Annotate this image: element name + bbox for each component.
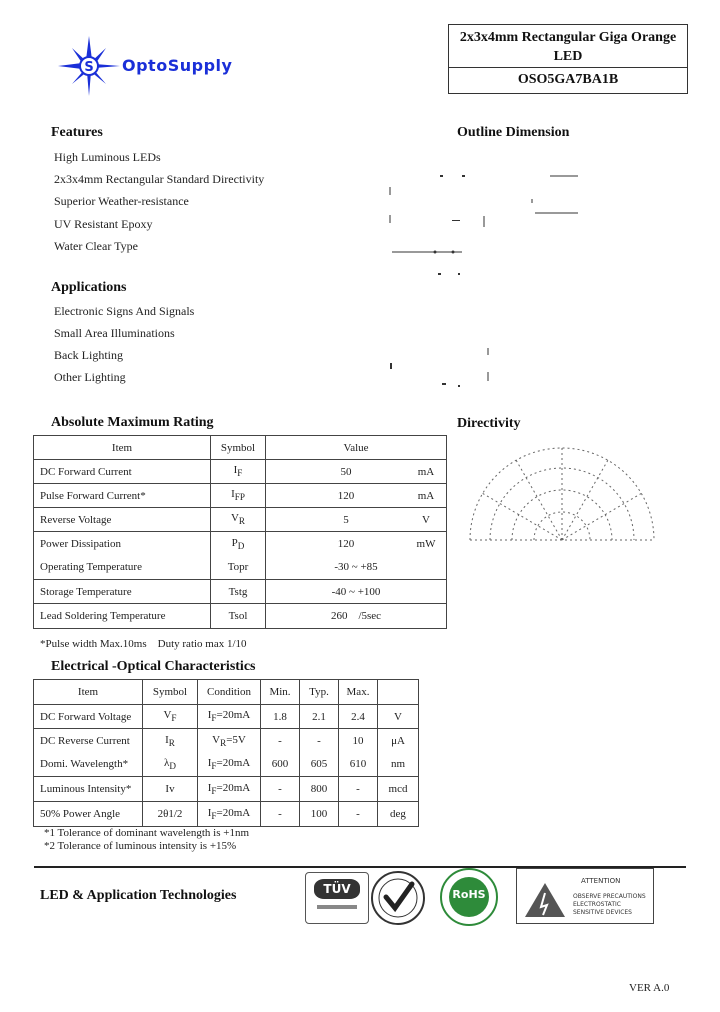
cell-item: Pulse Forward Current* [34, 484, 211, 508]
cell-typ: - [300, 729, 339, 753]
brand-name: OptoSupply [122, 56, 233, 75]
abs-max-note: *Pulse width Max.10ms Duty ratio max 1/10 [40, 638, 247, 650]
cell-value: 50 [266, 460, 407, 484]
directivity-polar-chart [460, 445, 665, 550]
abs-max-table [33, 435, 447, 629]
cell-typ: 100 [300, 802, 339, 827]
cell-symbol: $V_F$ [143, 705, 198, 729]
features-heading: Features [51, 125, 103, 140]
cell-value: -40 ~ +100 [266, 580, 447, 604]
cell-item: Luminous Intensity* [34, 777, 143, 802]
table-row [34, 532, 447, 556]
application-item: Other Lighting [54, 370, 126, 384]
application-item: Back Lighting [54, 348, 123, 362]
cell-symbol: $I_{FP}$ [211, 484, 266, 508]
cell-unit: V [406, 508, 447, 532]
cell-unit: mcd [378, 777, 419, 802]
table-row [34, 705, 419, 729]
cell-symbol: $P_D$ [211, 532, 266, 556]
tuv-cert-badge [305, 872, 369, 924]
feature-item: Water Clear Type [54, 239, 138, 253]
cell-min: - [261, 777, 300, 802]
column-header-unit [378, 680, 419, 705]
cell-unit: deg [378, 802, 419, 827]
cell-value: 120 [266, 532, 407, 556]
check-cert-seal [370, 870, 426, 926]
cell-unit: mW [406, 532, 447, 556]
cell-symbol: 2θ1/2 [143, 802, 198, 827]
product-title [449, 25, 687, 68]
esd-line-2: ELECTROSTATIC [573, 901, 621, 908]
cell-max: 610 [339, 753, 378, 777]
cell-min: 600 [261, 753, 300, 777]
table-row [34, 777, 419, 802]
cell-item: Reverse Voltage [34, 508, 211, 532]
cell-condition: $I_F=20mA$ [198, 753, 261, 777]
cell-unit: nm [378, 753, 419, 777]
tuv-text-line [317, 905, 357, 909]
cell-item: Lead Soldering Temperature [34, 604, 211, 629]
tuv-mark: TÜV [314, 879, 360, 899]
column-header: Symbol [211, 436, 266, 460]
table-row [34, 753, 419, 777]
electrical-table [33, 679, 419, 827]
table-row [34, 460, 447, 484]
cell-max: 2.4 [339, 705, 378, 729]
applications-heading: Applications [51, 280, 127, 295]
cell-item: DC Forward Voltage [34, 705, 143, 729]
opto-supply-logo [58, 36, 278, 96]
cell-value: -30 ~ +85 [266, 556, 447, 580]
esd-warning-box [516, 868, 654, 924]
feature-item: Superior Weather-resistance [54, 194, 189, 208]
cell-item: Storage Temperature [34, 580, 211, 604]
cell-symbol: Tsol [211, 604, 266, 629]
cell-min: - [261, 729, 300, 753]
column-header: Value [266, 436, 447, 460]
tolerance-note-2: *2 Tolerance of luminous intensity is +15% [44, 840, 237, 852]
cell-condition: $I_F=20mA$ [198, 802, 261, 827]
column-header: Min. [261, 680, 300, 705]
esd-line-3: SENSITIVE DEVICES [573, 909, 632, 916]
title-line-1: 2x3x4mm Rectangular Giga Orange [459, 30, 677, 45]
application-item: Electronic Signs And Signals [54, 304, 195, 318]
table-row [34, 556, 447, 580]
electrical-heading: Electrical -Optical Characteristics [51, 659, 256, 674]
cell-symbol: $I_R$ [143, 729, 198, 753]
abs-max-heading: Absolute Maximum Rating [51, 415, 214, 430]
tolerance-note-1: *1 Tolerance of dominant wavelength is +1nm [44, 827, 250, 839]
cell-value: 5 [266, 508, 407, 532]
cell-typ: 800 [300, 777, 339, 802]
cell-typ: 605 [300, 753, 339, 777]
cell-unit: V [378, 705, 419, 729]
cell-condition: $I_F=20mA$ [198, 705, 261, 729]
cell-condition: $V_R=5V$ [198, 729, 261, 753]
cell-unit: mA [406, 460, 447, 484]
table-row [34, 580, 447, 604]
feature-item: High Luminous LEDs [54, 150, 161, 164]
feature-item: 2x3x4mm Rectangular Standard Directivity [54, 172, 265, 186]
starburst-icon [58, 36, 128, 96]
cell-item: DC Forward Current [34, 460, 211, 484]
cell-item: Operating Temperature [34, 556, 211, 580]
table-row [34, 508, 447, 532]
cell-max: - [339, 802, 378, 827]
cell-symbol: $V_R$ [211, 508, 266, 532]
directivity-heading: Directivity [457, 416, 521, 431]
cell-max: - [339, 777, 378, 802]
company-name: LED & Application Technologies [40, 888, 237, 903]
esd-attention: ATTENTION [581, 877, 621, 885]
cell-item: DC Reverse Current [34, 729, 143, 753]
feature-item: UV Resistant Epoxy [54, 217, 153, 231]
cell-symbol: Topr [211, 556, 266, 580]
cell-item: Power Dissipation [34, 532, 211, 556]
cell-unit: mA [406, 484, 447, 508]
version-label: VER A.0 [629, 982, 670, 994]
cell-item: Domi. Wavelength* [34, 753, 143, 777]
outline-heading: Outline Dimension [457, 125, 570, 140]
cell-typ: 2.1 [300, 705, 339, 729]
rohs-label: RoHS [452, 888, 486, 901]
column-header: Item [34, 680, 143, 705]
cell-value: 260 /5sec [266, 604, 447, 629]
esd-warning-icon [523, 881, 567, 919]
title-line-2: LED [553, 49, 583, 64]
cell-min: 1.8 [261, 705, 300, 729]
table-row [34, 802, 419, 827]
cell-unit: μA [378, 729, 419, 753]
svg-text:S: S [84, 60, 94, 75]
table-row [34, 729, 419, 753]
title-box [448, 24, 688, 94]
cell-symbol: Tstg [211, 580, 266, 604]
column-header: Condition [198, 680, 261, 705]
column-header: Symbol [143, 680, 198, 705]
table-row [34, 484, 447, 508]
cell-max: 10 [339, 729, 378, 753]
cell-value: 120 [266, 484, 407, 508]
column-header: Typ. [300, 680, 339, 705]
cell-item: 50% Power Angle [34, 802, 143, 827]
column-header: Item [34, 436, 211, 460]
outline-drawing [380, 165, 600, 390]
table-row [34, 604, 447, 629]
rohs-badge [436, 868, 502, 926]
cell-symbol: Iv [143, 777, 198, 802]
part-number: OSO5GA7BA1B [517, 72, 619, 87]
esd-line-1: OBSERVE PRECAUTIONS [573, 893, 646, 900]
column-header: Max. [339, 680, 378, 705]
cell-min: - [261, 802, 300, 827]
cell-symbol: $I_F$ [211, 460, 266, 484]
application-item: Small Area Illuminations [54, 326, 175, 340]
cell-symbol: $\lambda_D$ [143, 753, 198, 777]
cell-condition: $I_F=20mA$ [198, 777, 261, 802]
